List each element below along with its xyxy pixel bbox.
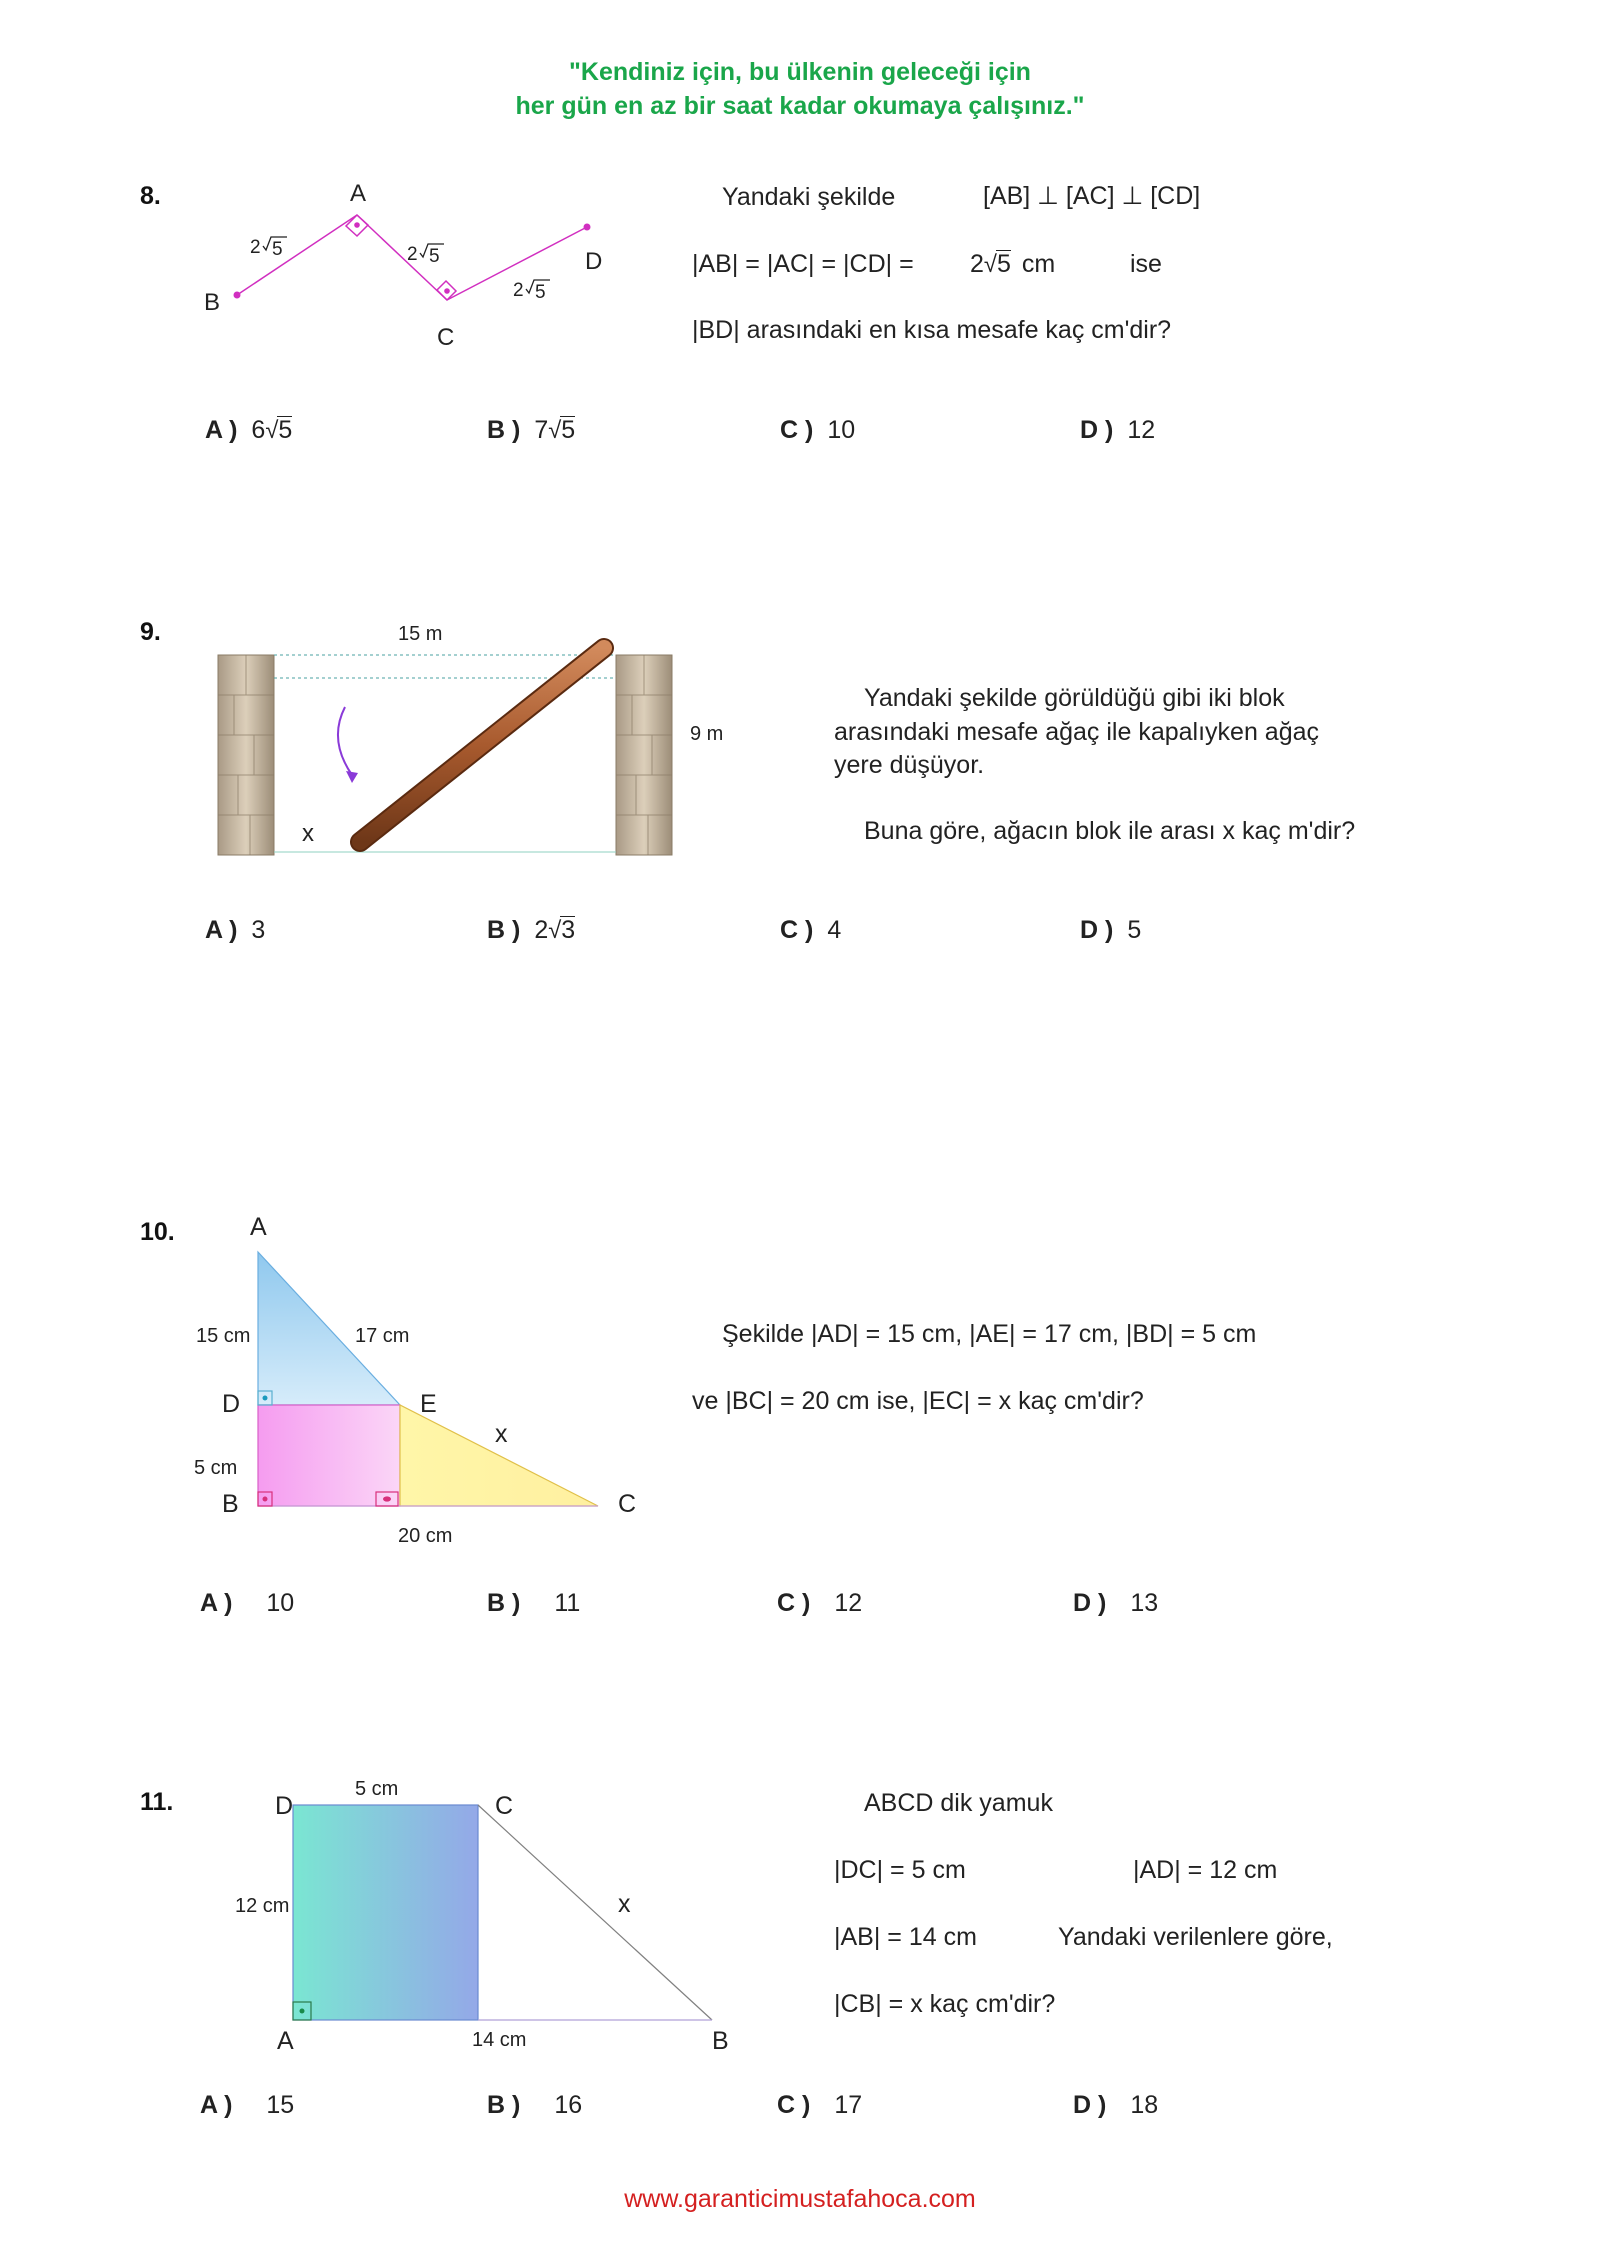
q11-text-line2-b: |AD| = 12 cm (1133, 1856, 1278, 1884)
svg-text:2: 2 (250, 237, 261, 258)
q9-text-line4: Buna göre, ağacın blok ile arası x kaç m'dir? (864, 817, 1356, 845)
question-8-figure (190, 175, 630, 360)
svg-text:5: 5 (535, 282, 546, 303)
q10-option-b[interactable]: B ) 11 (487, 1589, 581, 1617)
q9-width-label: 15 m (398, 623, 443, 645)
q9-option-c[interactable]: C ) 4 (780, 916, 842, 944)
q9-text-line2: arasındaki mesafe ağaç ile kapalıyken ağaç (834, 718, 1320, 746)
q8-text-line3: |BD| arasındaki en kısa mesafe kaç cm'dir? (692, 316, 1172, 344)
q11-length-dc: 5 cm (355, 1778, 399, 1800)
svg-text:2: 2 (513, 280, 524, 301)
q10-option-a[interactable]: A ) 10 (200, 1589, 295, 1617)
q8-length-cd (513, 280, 550, 303)
question-9-number: 9. (140, 618, 161, 646)
q8-option-c[interactable]: C ) 10 (780, 416, 856, 444)
q11-text-line1: ABCD dik yamuk (864, 1789, 1053, 1817)
q10-label-x: x (495, 1420, 508, 1448)
q9-fall-arrow-icon (338, 707, 358, 783)
q8-length-ab (250, 237, 287, 260)
q9-text-line3: yere düşüyor. (834, 751, 985, 779)
q8-option-b[interactable]: B ) 7√5 (487, 416, 576, 444)
q9-option-a[interactable]: A ) 3 (205, 916, 266, 944)
q8-text-line1-a: Yandaki şekilde (722, 183, 896, 211)
q11-side-cb (478, 1805, 712, 2020)
q11-option-b[interactable]: B ) 16 (487, 2091, 583, 2119)
q11-label-a: A (277, 2027, 294, 2055)
q9-tree-log (360, 648, 604, 842)
q8-length-ac (407, 244, 444, 267)
q11-text-line3-a: |AB| = 14 cm (834, 1923, 977, 1951)
q8-label-b: B (204, 289, 221, 316)
svg-text:5: 5 (272, 239, 283, 260)
question-8-number: 8. (140, 182, 161, 210)
q10-text-line2: ve |BC| = 20 cm ise, |EC| = x kaç cm'dir? (692, 1387, 1144, 1415)
q9-right-block (616, 655, 672, 855)
q8-text-line1-b: [AB] ⊥ [AC] ⊥ [CD] (983, 182, 1201, 210)
question-11-figure (225, 1770, 745, 2055)
q9-option-d[interactable]: D ) 5 (1080, 916, 1142, 944)
svg-text:5: 5 (429, 246, 440, 267)
q10-length-bd: 5 cm (194, 1457, 238, 1479)
header-quote-line-2: her gün en az bir saat kadar okumaya çalışınız." (515, 92, 1085, 120)
q8-text-line2-c: ise (1130, 250, 1162, 278)
q8-label-d: D (585, 248, 603, 275)
q11-rectangle (293, 1805, 478, 2020)
q10-rectangle-dbfe (258, 1405, 400, 1506)
q11-option-d[interactable]: D ) 18 (1073, 2091, 1159, 2119)
q11-length-ab: 14 cm (472, 2029, 527, 2051)
footer-website-link[interactable]: www.garanticimustafahoca.com (624, 2185, 976, 2213)
q10-length-ad: 15 cm (196, 1325, 251, 1347)
q9-left-block (218, 655, 274, 855)
q8-option-d[interactable]: D ) 12 (1080, 416, 1156, 444)
q9-height-label: 9 m (690, 723, 724, 745)
q9-option-b[interactable]: B ) 2√3 (487, 916, 576, 944)
question-11-number: 11. (140, 1788, 174, 1816)
q8-option-a[interactable]: A ) 6√5 (205, 416, 293, 444)
q11-text-line4: |CB| = x kaç cm'dir? (834, 1990, 1056, 2018)
q11-label-c: C (495, 1792, 514, 1820)
q11-length-ad: 12 cm (235, 1895, 290, 1917)
q9-x-label: x (302, 820, 314, 847)
q9-text-line1: Yandaki şekilde görüldüğü gibi iki blok (864, 684, 1285, 712)
question-10-figure (190, 1210, 650, 1560)
q10-label-d: D (222, 1390, 241, 1418)
q10-option-d[interactable]: D ) 13 (1073, 1589, 1159, 1617)
svg-text:2: 2 (407, 244, 418, 265)
q11-label-d: D (275, 1792, 294, 1820)
q8-label-a: A (350, 180, 367, 207)
q10-label-e: E (420, 1390, 437, 1418)
q10-length-bc: 20 cm (398, 1525, 453, 1547)
q10-label-a: A (250, 1213, 267, 1241)
q11-text-line2-a: |DC| = 5 cm (834, 1856, 966, 1884)
q11-label-b: B (712, 2027, 729, 2055)
q11-label-x: x (618, 1890, 631, 1918)
q8-label-c: C (437, 324, 455, 351)
header-quote-line-1: "Kendiniz için, bu ülkenin geleceği için (569, 58, 1031, 86)
q10-option-c[interactable]: C ) 12 (777, 1589, 863, 1617)
q8-text-line2-a: |AB| = |AC| = |CD| = (692, 250, 914, 278)
q10-text-line1: Şekilde |AD| = 15 cm, |AE| = 17 cm, |BD| = 5 cm (722, 1320, 1257, 1348)
q11-text-line3-b: Yandaki verilenlere göre, (1058, 1923, 1333, 1951)
question-9-figure (210, 615, 730, 870)
question-10-number: 10. (140, 1218, 175, 1246)
q11-option-a[interactable]: A ) 15 (200, 2091, 295, 2119)
q10-label-c: C (618, 1490, 637, 1518)
q10-label-b: B (222, 1490, 239, 1518)
q8-text-line2-value: 2√5 cm (970, 250, 1056, 278)
q11-option-c[interactable]: C ) 17 (777, 2091, 863, 2119)
q10-length-ae: 17 cm (355, 1325, 410, 1347)
